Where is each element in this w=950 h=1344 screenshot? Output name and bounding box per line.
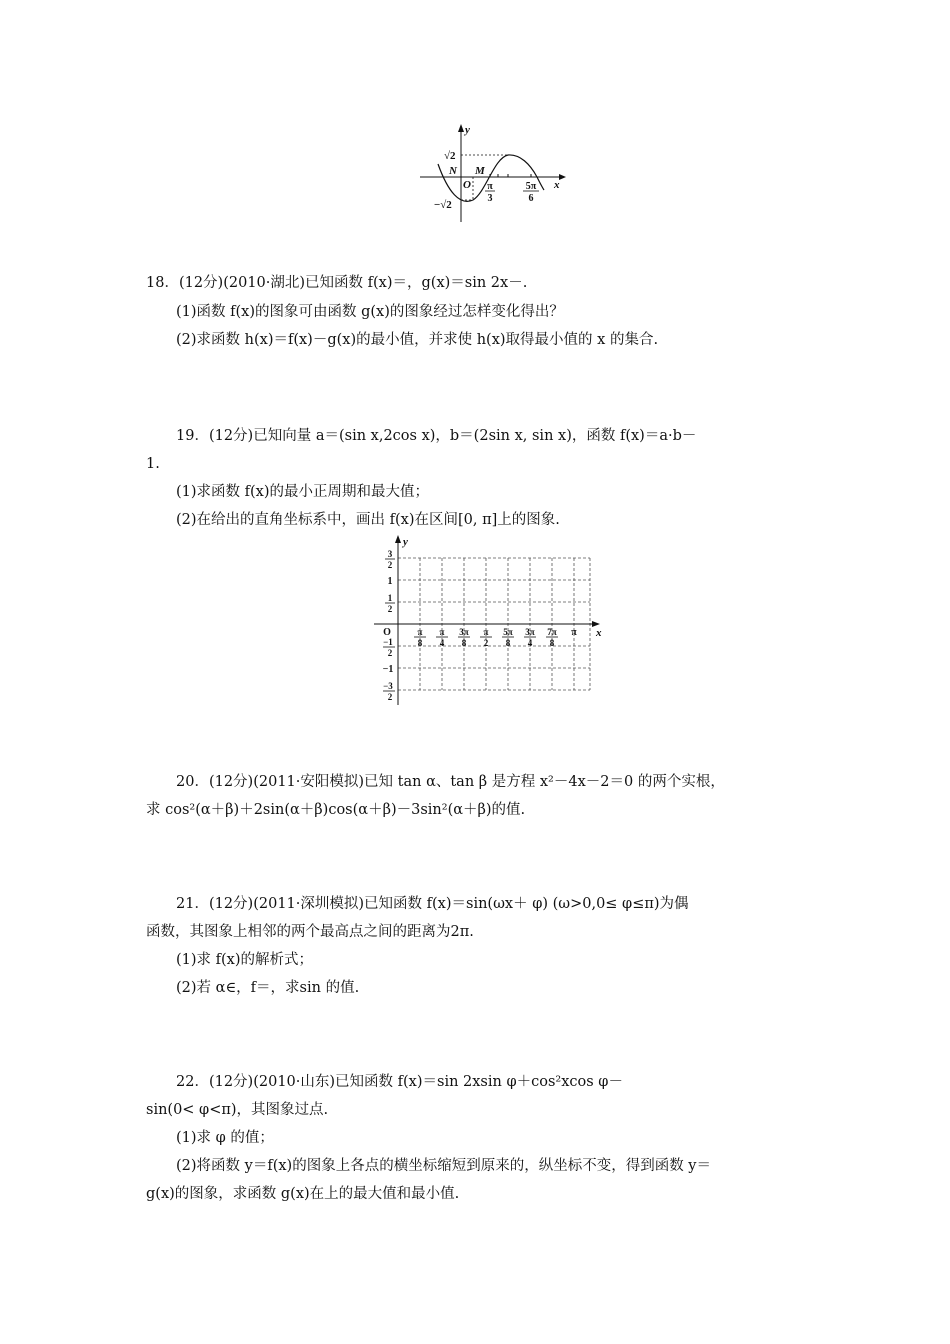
coordinate-grid-svg [370,533,610,709]
y-neg-1-2-den: 2 [387,648,393,658]
y-neg-one: −1 [382,664,394,675]
x-tick-numerator: 3π [525,627,535,637]
q18-line3: (2)求函数 h(x)＝f(x)－g(x)的最小值，并求使 h(x)取得最小值的 x 的集合. [176,332,659,348]
grid-x-label: x [596,627,602,639]
origin-label: O [463,179,471,191]
q20-line1: 20．(12分)(2011·安阳模拟)已知 tan α、tan β 是方程 x²－4x－2＝0 的两个实根， [176,774,725,790]
q20-line2: 求 cos²(α＋β)＋2sin(α＋β)cos(α＋β)－3sin²(α＋β)的值. [146,802,526,818]
x-tick-pi: π [571,627,577,638]
x-tick-denominator: 4 [439,638,445,648]
y-1-2-den: 2 [387,604,393,614]
x-tick-denominator: 4 [527,638,533,648]
q21-line1: 21．(12分)(2011·深圳模拟)已知函数 f(x)＝sin(ωx＋ φ) (ω>0,0≤ φ≤π)为偶 [176,896,689,912]
y-neg-3-2-num: −3 [383,681,393,691]
coordinate-grid-figure [370,533,610,709]
q22-line3: (1)求 φ 的值； [176,1130,274,1146]
neg-sqrt2-label: −√2 [434,199,452,211]
grid-origin: O [383,627,391,638]
q21-line3: (1)求 f(x)的解析式； [176,952,314,968]
y-3-2-den: 2 [387,560,393,570]
y-axis-arrow [458,124,464,132]
x-tick-denominator: 2 [483,638,489,648]
x-tick-numerator: π [439,627,445,637]
q22-line1: 22．(12分)(2010·山东)已知函数 f(x)＝sin 2xsin φ＋cos²xcos φ－ [176,1074,623,1090]
x-tick-labels [414,627,558,648]
x-tick-denominator: 8 [417,638,423,648]
x-tick-denominator: 8 [505,638,511,648]
point-n-label: N [449,165,457,177]
x-tick-denominator: 8 [549,638,555,648]
x-tick-numerator: π [417,627,423,637]
function-graph-figure [418,120,568,224]
y-one: 1 [387,576,393,587]
x-tick-numerator: π [483,627,489,637]
pi3-numerator: π [487,181,493,192]
pi3-denominator: 3 [487,193,493,204]
q18-line1: 18．(12分)(2010·湖北)已知函数 f(x)＝，g(x)＝sin 2x－. [146,275,528,291]
function-graph-svg [418,120,568,224]
q19-line4: (2)在给出的直角坐标系中，画出 f(x)在区间[0, π]上的图象. [176,512,560,528]
q22-line2: sin(0< φ<π)，其图象过点. [146,1102,329,1118]
x-tick-numerator: 3π [459,627,469,637]
x-axis-label: x [554,179,560,191]
y-axis-label: y [465,124,470,136]
q22-line5: g(x)的图象，求函数 g(x)在上的最大值和最小值. [146,1186,460,1202]
y-3-2-num: 3 [387,549,393,559]
q19-line2: 1. [146,456,160,472]
q22-line4: (2)将函数 y＝f(x)的图象上各点的横坐标缩短到原来的，纵坐标不变，得到函数 y＝ [176,1158,711,1174]
sqrt2-label: √2 [444,150,456,162]
5pi6-denominator: 6 [528,193,534,204]
grid-y-arrow [395,535,401,543]
grid-y-label: y [403,536,408,548]
x-tick-denominator: 8 [461,638,467,648]
q18-line2: (1)函数 f(x)的图象可由函数 g(x)的图象经过怎样变化得出？ [176,304,564,320]
point-m-label: M [475,165,485,177]
x-tick-numerator: 5π [503,627,513,637]
q21-line2: 函数，其图象上相邻的两个最高点之间的距离为2π. [146,924,474,940]
q19-line1: 19．(12分)已知向量 a＝(sin x,2cos x)，b＝(2sin x, sin x)，函数 f(x)＝a·b－ [176,428,697,444]
5pi6-numerator: 5π [525,181,537,192]
q19-line3: (1)求函数 f(x)的最小正周期和最大值； [176,484,430,500]
y-neg-1-2-num: −1 [383,637,393,647]
y-1-2-num: 1 [387,593,393,603]
x-axis-arrow [559,174,566,180]
x-tick-numerator: 7π [547,627,557,637]
y-neg-3-2-den: 2 [387,692,393,702]
q21-line4: (2)若 α∈，f＝，求sin 的值. [176,980,360,996]
